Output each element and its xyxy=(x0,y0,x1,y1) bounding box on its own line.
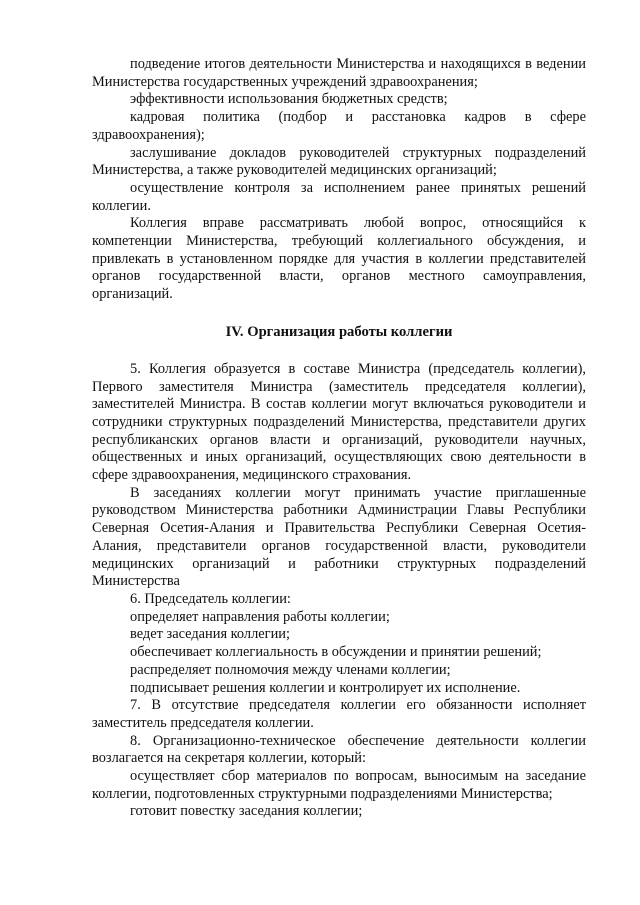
section-heading: IV. Организация работы коллегии xyxy=(225,323,453,340)
paragraph: эффективности использования бюджетных средств; xyxy=(130,91,448,108)
paragraph: кадровая политика (подбор и расстановка кадров в сфере здравоохранения); xyxy=(92,109,586,143)
paragraph: 8. Организационно-техническое обеспечение деятельности коллегии возлагается на секретаря коллегии, который: xyxy=(92,732,586,767)
paragraph: ведет заседания коллегии; xyxy=(130,626,290,643)
paragraph: обеспечивает коллегиальность в обсуждении и принятии решений; xyxy=(130,644,542,661)
paragraph: заслушивание докладов руководителей структурных подразделений Министерства, а также руководителей медицинских организаций; xyxy=(92,144,586,179)
paragraph: осуществление контроля за исполнением ранее принятых решений коллегии. xyxy=(92,179,586,214)
paragraph: готовит повестку заседания коллегии; xyxy=(130,803,363,820)
paragraph: Коллегия вправе рассматривать любой вопрос, относящийся к компетенции Министерства, требующий коллегиального обсуждения, и привлекать в установленном порядке для участия в коллегии представителей органов государственной власти, органов местного самоуправления, организаций. xyxy=(92,215,586,303)
paragraph: 6. Председатель коллегии: xyxy=(130,590,291,607)
paragraph: определяет направления работы коллегии; xyxy=(130,608,390,625)
document-body xyxy=(92,56,586,821)
paragraph: подписывает решения коллегии и контролирует их исполнение. xyxy=(130,679,521,696)
paragraph: подведение итогов деятельности Министерства и находящихся в ведении Министерства государственных учреждений здравоохранения; xyxy=(92,56,586,90)
paragraph: 7. В отсутствие председателя коллегии его обязанности исполняет заместитель председателя коллегии. xyxy=(92,697,586,731)
paragraph: распределяет полномочия между членами коллегии; xyxy=(130,661,451,678)
paragraph: В заседаниях коллегии могут принимать участие приглашенные руководством Министерства работники Администрации Главы Республики Северная Осетия-Алания и Правительства Республики Северная Осетия-Алания, представители органов государственной власти, руководители медицинских организаций и работники структурных подразделений Министерства xyxy=(92,484,586,590)
paragraph: осуществляет сбор материалов по вопросам, выносимым на заседание коллегии, подготовленных структурными подразделениями Министерства; xyxy=(92,768,586,802)
paragraph: 5. Коллегия образуется в составе Министра (председатель коллегии), Первого заместителя Министра (заместитель председателя коллегии), заместителей Министра. В состав коллегии могут включаться руководители и сотрудники структурных подразделений Министерства, представители других республиканских органов власти и организаций, руководители научных, общественных и иных организаций, осуществляющих свою деятельности в сфере здравоохранения, медицинского страхования. xyxy=(92,360,586,484)
